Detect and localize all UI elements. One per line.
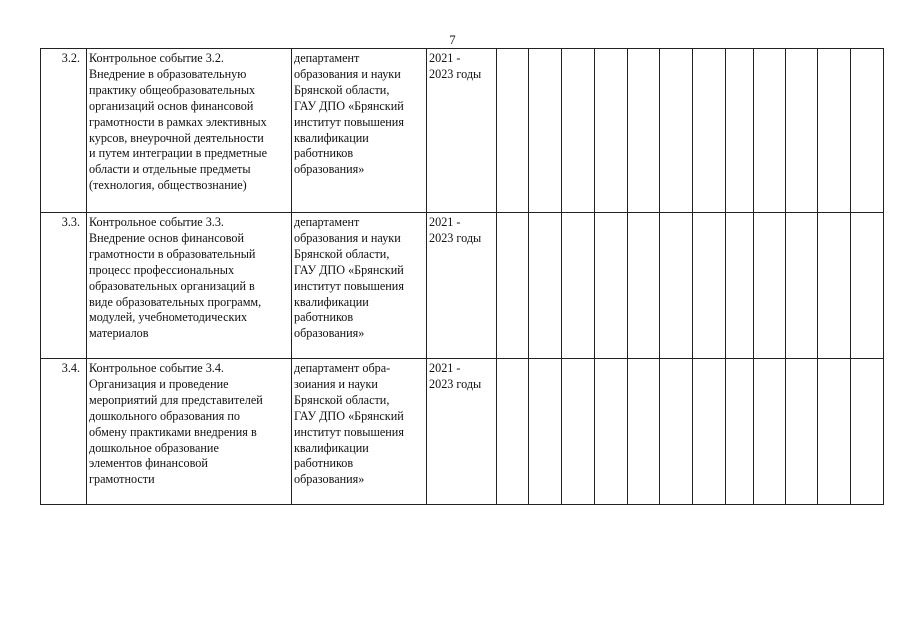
empty-cell [786, 213, 818, 359]
responsible-cell-line: Брянской области, [294, 392, 390, 407]
empty-cell [562, 49, 595, 213]
event-cell-line: Внедрение в образовательную [89, 66, 247, 81]
responsible-cell-line: Брянской области, [294, 82, 390, 97]
event-cell-line: дошкольного образования по [89, 408, 240, 423]
empty-cell [754, 213, 786, 359]
empty-cell [726, 359, 754, 505]
event-cell-line: грамотности в образовательный [89, 246, 256, 261]
event-cell-line: обмену практиками внедрения в [89, 424, 257, 439]
row-number: 3.3. [41, 213, 87, 359]
empty-cell [818, 213, 851, 359]
empty-cell [726, 49, 754, 213]
event-cell-line: Контрольное событие 3.2. [89, 51, 224, 65]
event-cell-line: области и отдельные предметы [89, 162, 251, 177]
responsible-cell-line: департамент [294, 51, 360, 65]
empty-cell [497, 49, 529, 213]
event-cell-line: модулей, учебнометодических [89, 310, 248, 325]
responsible-cell-line: квалификации [294, 440, 369, 455]
empty-cell [595, 49, 628, 213]
empty-cell [529, 359, 562, 505]
responsible-cell-line: департамент обра- [294, 361, 391, 375]
period-cell-line: 2023 годы [429, 66, 482, 81]
plan-table [40, 48, 884, 505]
empty-cell [660, 49, 693, 213]
empty-cell [818, 359, 851, 505]
responsible-cell-line: образования» [294, 162, 365, 177]
period-cell-line: 2023 годы [429, 230, 482, 245]
responsible-cell-line: ГАУ ДПО «Брянский [294, 408, 404, 423]
event-cell-line: грамотности [89, 472, 155, 487]
responsible-cell-line: зоиания и науки [294, 376, 378, 391]
empty-cell [851, 49, 884, 213]
empty-cell [529, 213, 562, 359]
empty-cell [562, 359, 595, 505]
event-cell-line: Организация и проведение [89, 376, 229, 391]
page-number: 7 [449, 33, 456, 47]
period-cell-line: 2023 годы [429, 376, 482, 391]
empty-cell [754, 359, 786, 505]
event-cell-line: материалов [89, 326, 149, 341]
period-cell [427, 359, 497, 505]
empty-cell [628, 49, 660, 213]
table-row [41, 213, 884, 359]
empty-cell [628, 359, 660, 505]
empty-cell [660, 213, 693, 359]
responsible-cell-line: Брянской области, [294, 246, 390, 261]
empty-cell [497, 213, 529, 359]
responsible-cell-line: институт повышения [294, 114, 404, 129]
responsible-cell-line: образования и науки [294, 66, 401, 81]
period-cell [427, 213, 497, 359]
empty-cell [851, 213, 884, 359]
period-cell-line: 2021 - [429, 51, 461, 65]
empty-cell [595, 359, 628, 505]
event-cell-line: грамотности в рамках элективных [89, 114, 267, 129]
empty-cell [818, 49, 851, 213]
event-cell-line: (технология, обществознание) [89, 178, 247, 193]
event-cell-line: курсов, внеурочной деятельности [89, 130, 264, 145]
event-cell-line: Внедрение основ финансовой [89, 230, 244, 245]
event-cell-line: виде образовательных программ, [89, 294, 262, 309]
empty-cell [754, 49, 786, 213]
empty-cell [628, 213, 660, 359]
responsible-cell-line: работников [294, 146, 354, 161]
event-cell-line: мероприятий для представителей [89, 392, 263, 407]
empty-cell [595, 213, 628, 359]
period-cell-line: 2021 - [429, 215, 461, 229]
row-number: 3.2. [41, 49, 87, 213]
event-cell-line: дошкольное образование [89, 440, 219, 455]
responsible-cell-line: квалификации [294, 294, 369, 309]
responsible-cell-line: институт повышения [294, 278, 404, 293]
responsible-cell-line: ГАУ ДПО «Брянский [294, 262, 404, 277]
row-number: 3.4. [41, 359, 87, 505]
table-row [41, 49, 884, 213]
empty-cell [660, 359, 693, 505]
responsible-cell-line: департамент [294, 215, 360, 229]
event-cell-line: Контрольное событие 3.3. [89, 215, 224, 229]
event-cell [87, 213, 292, 359]
empty-cell [693, 49, 726, 213]
event-cell-line: практику общеобразовательных [89, 82, 256, 97]
responsible-cell-line: образования и науки [294, 230, 401, 245]
responsible-cell-line: образования» [294, 472, 365, 487]
responsible-cell-line: квалификации [294, 130, 369, 145]
empty-cell [786, 49, 818, 213]
event-cell-line: Контрольное событие 3.4. [89, 361, 224, 375]
period-cell [427, 49, 497, 213]
empty-cell [693, 359, 726, 505]
responsible-cell-line: институт повышения [294, 424, 404, 439]
responsible-cell [292, 49, 427, 213]
empty-cell [693, 213, 726, 359]
empty-cell [726, 213, 754, 359]
event-cell-line: элементов финансовой [89, 456, 208, 471]
event-cell-line: образовательных организаций в [89, 278, 255, 293]
empty-cell [786, 359, 818, 505]
event-cell-line: и путем интеграции в предметные [89, 146, 268, 161]
event-cell-line: организаций основ финансовой [89, 98, 254, 113]
empty-cell [562, 213, 595, 359]
responsible-cell-line: работников [294, 310, 354, 325]
event-cell-line: процесс профессиональных [89, 262, 235, 277]
empty-cell [851, 359, 884, 505]
responsible-cell [292, 213, 427, 359]
event-cell [87, 49, 292, 213]
empty-cell [497, 359, 529, 505]
period-cell-line: 2021 - [429, 361, 461, 375]
responsible-cell-line: образования» [294, 326, 365, 341]
responsible-cell-line: работников [294, 456, 354, 471]
table-row [41, 359, 884, 505]
empty-cell [529, 49, 562, 213]
event-cell [87, 359, 292, 505]
responsible-cell-line: ГАУ ДПО «Брянский [294, 98, 404, 113]
responsible-cell [292, 359, 427, 505]
